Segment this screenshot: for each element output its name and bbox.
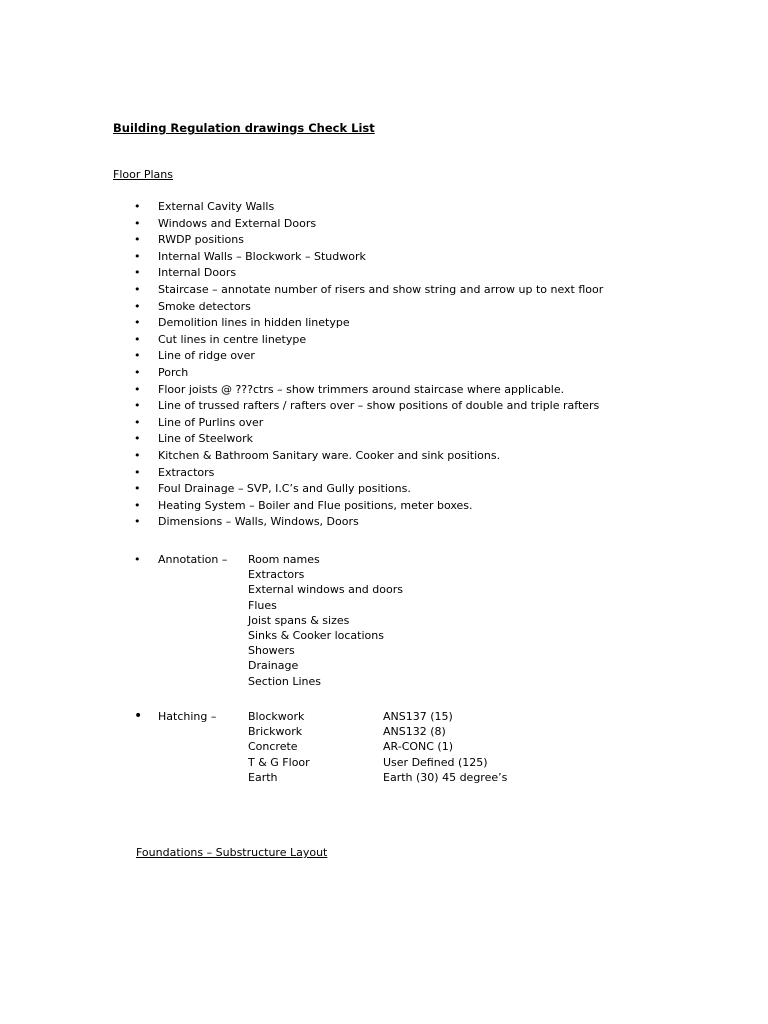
hatching-materials (248, 709, 310, 785)
bullet-icon: • (134, 465, 141, 479)
bullet-icon: • (134, 498, 141, 512)
annotation-value: Room names (248, 553, 320, 566)
hatching-label: Hatching – (158, 710, 217, 723)
hatching-material: Blockwork (248, 710, 305, 723)
bullet-icon: • (134, 299, 141, 313)
bullet-icon: • (134, 282, 141, 296)
list-item-text: Kitchen & Bathroom Sanitary ware. Cooker and sink positions. (158, 448, 501, 462)
annotation-value: Flues (248, 598, 277, 612)
annotation-value: External windows and doors (248, 583, 403, 597)
list-item-text: Line of ridge over (158, 349, 255, 363)
list-item-text: Dimensions – Walls, Windows, Doors (158, 515, 359, 529)
list-item-text: Extractors (158, 465, 215, 479)
list-item-text: Internal Walls – Blockwork – Studwork (158, 249, 366, 263)
annotation-value: Extractors (248, 568, 305, 582)
bullet-icon: • (134, 349, 141, 363)
annotation-value: Drainage (248, 659, 299, 673)
hatching-pattern: ANS137 (15) (383, 710, 453, 723)
list-item-text: Internal Doors (158, 266, 237, 280)
bullet-icon: • (134, 708, 143, 724)
hatching-pattern: User Defined (125) (383, 755, 488, 769)
bullet-icon: • (134, 233, 141, 247)
hatching-pattern: Earth (30) 45 degree’s (383, 770, 508, 784)
bullet-icon: • (134, 216, 141, 230)
annotation-label: Annotation – (158, 553, 228, 566)
bullet-icon: • (134, 316, 141, 330)
bullet-icon: • (134, 365, 141, 379)
hatching-material: Earth (248, 770, 278, 784)
list-item-text: Windows and External Doors (158, 216, 317, 230)
list-item-text: Line of trussed rafters / rafters over – show positions of double and triple rafters (158, 399, 600, 413)
hatching-pattern: ANS132 (8) (383, 725, 446, 739)
list-item-text: Heating System – Boiler and Flue positions, meter boxes. (158, 498, 473, 512)
list-item-text: Line of Steelwork (158, 432, 254, 446)
floor-plans-heading: Floor Plans (113, 168, 173, 181)
list-item-text: External Cavity Walls (158, 200, 275, 213)
hatching-pattern: AR-CONC (1) (383, 740, 454, 754)
list-item-text: Demolition lines in hidden linetype (158, 316, 350, 330)
hatching-material: T & G Floor (248, 755, 310, 769)
bullet-icon: • (134, 482, 141, 496)
bullet-icon: • (134, 399, 141, 413)
bullet-icon: • (134, 553, 141, 566)
list-item-text: RWDP positions (158, 233, 244, 247)
list-item-text: Cut lines in centre linetype (158, 332, 307, 346)
annotation-value: Joist spans & sizes (248, 613, 350, 627)
bullet-icon: • (134, 432, 141, 446)
hatching-material: Concrete (248, 740, 298, 754)
list-item-text: Line of Purlins over (158, 415, 264, 429)
annotation-values (248, 552, 403, 689)
list-item-text: Staircase – annotate number of risers and show string and arrow up to next floor (158, 282, 604, 296)
hatching-patterns (383, 709, 507, 785)
bullet-icon: • (134, 249, 141, 263)
list-item-text: Smoke detectors (158, 299, 251, 313)
bullet-icon: • (134, 515, 141, 529)
list-item-text: Foul Drainage – SVP, I.C’s and Gully positions. (158, 482, 411, 496)
bullet-icon: • (134, 382, 141, 396)
bullet-icon: • (134, 415, 141, 429)
annotation-value: Sinks & Cooker locations (248, 628, 384, 642)
list-item-text: Porch (158, 365, 189, 379)
bullet-icon: • (134, 200, 141, 213)
annotation-value: Section Lines (248, 674, 322, 688)
bullet-icon: • (134, 266, 141, 280)
hatching-material: Brickwork (248, 725, 303, 739)
list-item-text: Floor joists @ ???ctrs – show trimmers around staircase where applicable. (158, 382, 565, 396)
annotation-value: Showers (248, 644, 295, 658)
document-title: Building Regulation drawings Check List (113, 121, 375, 135)
foundations-heading: Foundations – Substructure Layout (136, 846, 328, 859)
bullet-icon: • (134, 332, 141, 346)
bullet-icon: • (134, 448, 141, 462)
